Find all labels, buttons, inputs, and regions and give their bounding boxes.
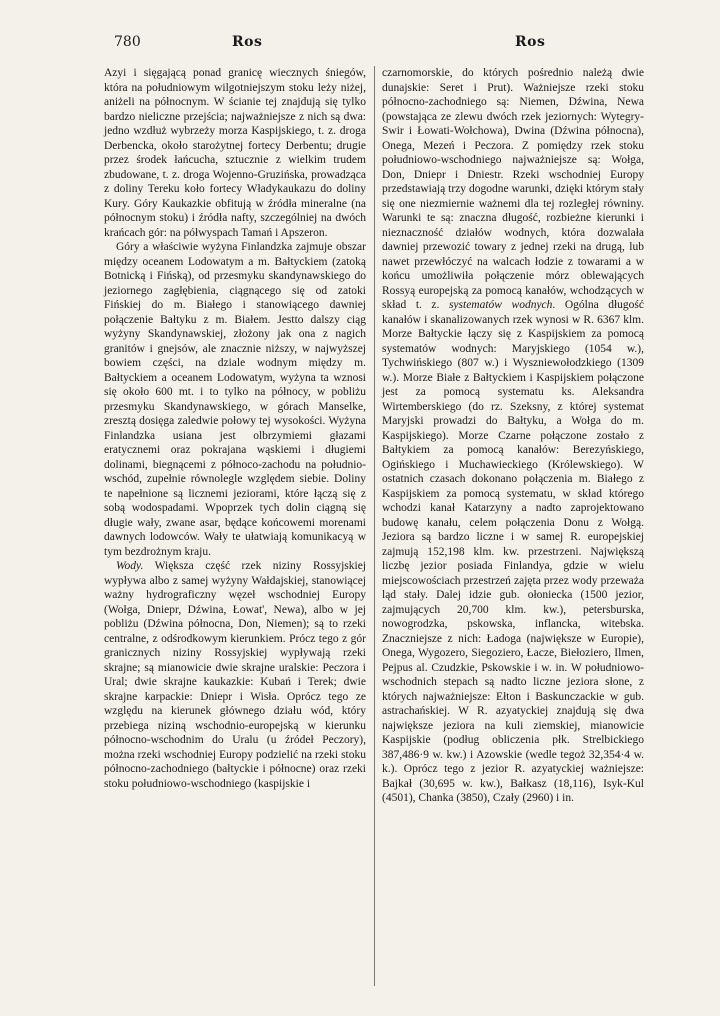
running-head-right: Ros <box>515 34 546 50</box>
text-columns <box>104 66 644 1006</box>
right-column <box>382 66 644 806</box>
paragraph-rivers-text-a: czarnomorskie, do których pośrednio należą dwie dunajskie: Seret i Prut). Ważniejsze rzeki stoku północno-zachodniego są: Niemen, Dźwina, Newa (powstająca ze zlewu dwóch rzek jeziornych: Wytegry-Swir i Łowati-Wołchowa), Dwina (Dźwina północna), Onega, Mezeń i Peczora. Z pomiędzy rzek stoku południowo-wschodniego najważniejsze są: Wołga, Don, Dniepr i Dniestr. Rzeki wschodniej Europy przedstawiają trzy dogodne warunki, dzięki którym stały się one niezmiernie ważnemi dla tej rozległej równiny. Warunki te są: znaczna długość, rozbieżne kierunki i nieznaczność działów wodnych, która dozwalała dawniej przewozić towary z jednej rzeki na drugą, lub nawet przewłóczyć na walcach łodzie z towarami a w końcu umożliwiła połączenie mórz oblewających Rossyą europejską za pomocą kanałów, wchodzących w skład t. z. <box>382 67 644 311</box>
column-divider <box>374 66 375 986</box>
paragraph-rivers-text-b: . Ogólna długość kanałów i skanalizowanych rzek wynosi w R. 6367 klm. Morze Bałtyckie łączy się z Kaspijskiem za pomocą systematów wodnych: Maryjskiego (1054 w.), Tychwińskiego (807 w.) i Wyszniewołodzkiego (1309 w.). Morze Białe z Bałtyckiem i Kaspijskiem połączone jest za pomocą systematu ks. Aleksandra Wirtemberskiego (do rz. Szeksny, z której systemat Maryjski prowadzi do Bałtyku, a Wołga do m. Kaspijskiego). Morze Czarne połączone zostało z Bałtykiem za pomocą kanałów: Berezyńskiego, Ogińskiego i Muchawieckiego (Królewskiego). W ostatnich czasach dokonano połączenia m. Białego z Kaspijskiem za pomocą systematu, w skład którego wchodzi kanał Katarzyny a nadto zaprojektowano budowę kanału, celem połączenia Donu z Wołgą. Jeziora są bardzo liczne i w samej R. europejskiej zajmują 152,198 klm. kw. przestrzeni. Największą liczbę jezior posiada Finlandya, gdzie w wielu miejscowościach przestrzeń zajęta przez wody przeważa ląd stały. Dalej idzie gub. ołoniecka (1500 jezior, zajmujących 20,700 klm. kw.), petersburska, nowogrodzka, pskowska, inflancka, witebska. Znaczniejsze z nich: Ładoga (największe w Europie), Onega, Wygozero, Siegoziero, Łacze, Biełoziero, Ilmen, Pejpus al. Czudzkie, Pskowskie i w. in. W południowo-wschodnich stepach są nadto liczne jeziora słone, z których najważniejsze: Ełton i Baskunczackie w gub. astrachańskiej. W R. azyatyckiej znajdują się dwa największe jeziora na kuli ziemskiej, mianowicie Kaspijskie (podług obliczenia płk. Strelbickiego 387,486·9 w. kw.) i Azowskie (wedle tegoż 32,354·4 w. k.). Oprócz tego z jezior R. azyatyckiej ważniejsze: Bajkał (30,695 w. kw.), Bałkasz (18,116), Isyk-Kul (4501), Chanka (3850), Czały (2960) i in. <box>382 299 644 804</box>
page-number: 780 <box>114 34 141 50</box>
paragraph-finland-upland: Góry a właściwie wyżyna Finlandzka zajmuje obszar między oceanem Lodowatym a m. Bałtyckiem (zatoką Botnicką i Fińską), od przesmyku skandynawskiego do jeziornego zagłębienia, ciągnącego się od zatoki Fińskiej do m. Białego i stanowiącego dawniej połączenie Bałtyku z m. Białem. Jestto dalszy ciąg wyżyny Skandynawskiej, złożony jak ona z nagich granitów i gnejsów, ale znacznie niższy, w najwyższej bowiem części, na dziale wodnym między m. Bałtyckiem a oceanem Lodowatym, wyżyna ta wznosi się około 600 mt. i to tylko na północy, w pobliżu przesmyku Skandynawskiego, w górach Manselke, zresztą dosięga zaledwie połowy tej wysokości. Wyżyna Finlandzka usiana jest olbrzymiemi głazami eratycznemi oraz pokrajana wąskiemi i długiemi dolinami, biegnącemi z północo-zachodu na południo-wschód, zupełnie równolegle względem siebie. Doliny te napełnione są licznemi jeziorami, które łączą się z sobą wodospadami. Wpoprzek tych dolin ciągną się długie wały, zwane asar, będące końcowemi morenami dawnych lodowców. Wały te ułatwiają komunikacyą w tym bezdrożnym kraju. <box>104 241 366 558</box>
paragraph-waters <box>104 559 366 791</box>
page-header <box>104 34 624 56</box>
left-column <box>104 66 366 791</box>
running-head-left: Ros <box>232 34 263 50</box>
section-term-waters: Wody. <box>116 560 144 572</box>
paragraph-waters-text: Większa część rzek niziny Rossyjskiej wypływa albo z samej wyżyny Wałdajskiej, stanowiącej ważny hydrograficzny węzeł wschodniej Europy (Wołga, Dniepr, Dźwina, Łowat', Newa), albo w jej pobliżu (Dźwina północna, Don, Niemen); są to rzeki centralne, z odśrodkowym kierunkiem. Prócz tego z gór granicznych niziny Rossyjskiej wypływają rzeki skrajne; są mianowicie dwie skrajne uralskie: Peczora i Ural; dwie skrajne kaukazkie: Kubań i Terek; dwie skrajne karpackie: Dniepr i Wisła. Oprócz tego ze względu na kierunek głównego działu wód, który przebiega niziną wschodnio-europejską w kierunku północno-wschodnim do Uralu (u źródeł Peczory), można rzeki wschodniej Europy podzielić na rzeki stoku północno-zachodniego (bałtyckie i północne) oraz rzeki stoku południowo-wschodniego (kaspijskie i <box>104 560 366 790</box>
paragraph-caucasus: Azyi i sięgającą ponad granicę wiecznych śniegów, która na południowym wilgotniejszym stoku leży niżej, aniżeli na północnym. W ścianie tej znajdują się tylko bardzo nieliczne przejścia; najważniejsze z nich są dwa: jedno wzdłuż wybrzeży morza Kaspijskiego, t. z. droga Derbencka, około starożytnej fortecy Derbentu; drugie przez środek łańcucha, sztucznie z wielkim trudem zbudowane, t. z. droga Wojenno-Gruzińska, prowadząca z doliny Tereku koło fortecy Władykaukazu do doliny Kury. Góry Kaukazkie obfitują w źródła mineralne (na północnym stoku) i źródła nafty, szczególniej na dwóch krańcach gór: na półwyspach Tamań i Apszeron. <box>104 67 366 239</box>
term-water-systems: systematów wodnych <box>448 299 553 311</box>
paragraph-rivers-canals-lakes <box>382 66 644 806</box>
